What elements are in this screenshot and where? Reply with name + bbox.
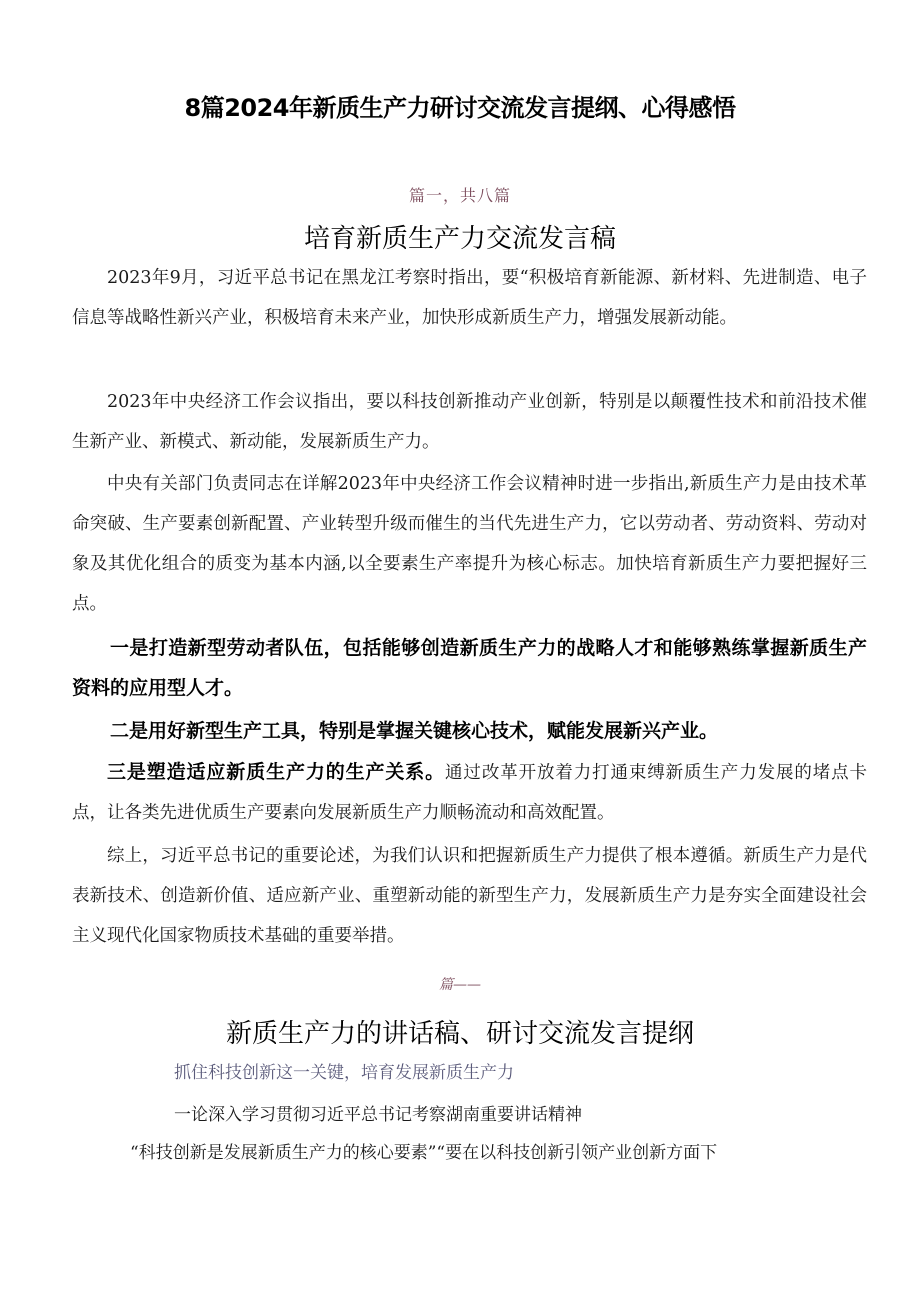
paragraph-6-lead: 三是塑造适应新质生产力的生产关系。 xyxy=(107,761,446,783)
paragraph-2: 2023年中央经济工作会议指出，要以科技创新推动产业创新，特别是以颠覆性技术和前沿技术催生新产业、新模式、新动能，发展新质生产力。 xyxy=(72,392,867,452)
section-label: 篇一，共八篇 xyxy=(408,186,511,205)
paragraph-3: 中央有关部门负责同志在详解2023年中央经济工作会议精神时进一步指出,新质生产力是由技术革命突破、生产要素创新配置、产业转型升级而催生的当代先进生产力，它以劳动者、劳动资料、劳动对象及其优化组合的质变为基本内涵,以全要素生产率提升为核心标志。加快培育新质生产力要把握好三点。 xyxy=(72,474,867,614)
section-divider: 篇—— xyxy=(439,977,481,993)
paragraph-5: 二是用好新型生产工具，特别是掌握关键核心技术，赋能发展新兴产业。 xyxy=(110,720,719,742)
section-heading: 培育新质生产力交流发言稿 xyxy=(303,224,616,254)
section-2-heading: 新质生产力的讲话稿、研讨交流发言提纲 xyxy=(225,1019,694,1049)
section-2-text-line: “科技创新是发展新质生产力的核心要素”“要在以科技创新引领产业创新方面下 xyxy=(130,1143,718,1163)
paragraph-4: 一是打造新型劳动者队伍，包括能够创造新质生产力的战略人才和能够熟练掌握新质生产资料的应用型人才。 xyxy=(72,637,867,699)
document-title: 8篇2024年新质生产力研讨交流发言提纲、心得感悟 xyxy=(184,94,736,122)
paragraph-1: 2023年9月，习近平总书记在黑龙江考察时指出，要“积极培育新能源、新材料、先进制造、电子信息等战略性新兴产业，积极培育未来产业，加快形成新质生产力，增强发展新动能。 xyxy=(72,268,867,328)
paragraph-6 xyxy=(72,752,867,833)
paragraph-7: 综上，习近平总书记的重要论述，为我们认识和把握新质生产力提供了根本遵循。新质生产力是代表新技术、创造新价值、适应新产业、重塑新动能的新型生产力，发展新质生产力是夯实全面建设社会主义现代化国家物质技术基础的重要举措。 xyxy=(72,846,867,946)
section-2-subtitle-2: 一论深入学习贯彻习近平总书记考察湖南重要讲话精神 xyxy=(174,1105,582,1125)
section-2-subtitle: 抓住科技创新这一关键，培育发展新质生产力 xyxy=(174,1063,514,1083)
paragraph-6-body: 通过改革开放着力打通束缚新质生产力发展的堵点卡点，让各类先进优质生产要素向发展新质生产力顺畅流动和高效配置。 xyxy=(72,763,867,823)
